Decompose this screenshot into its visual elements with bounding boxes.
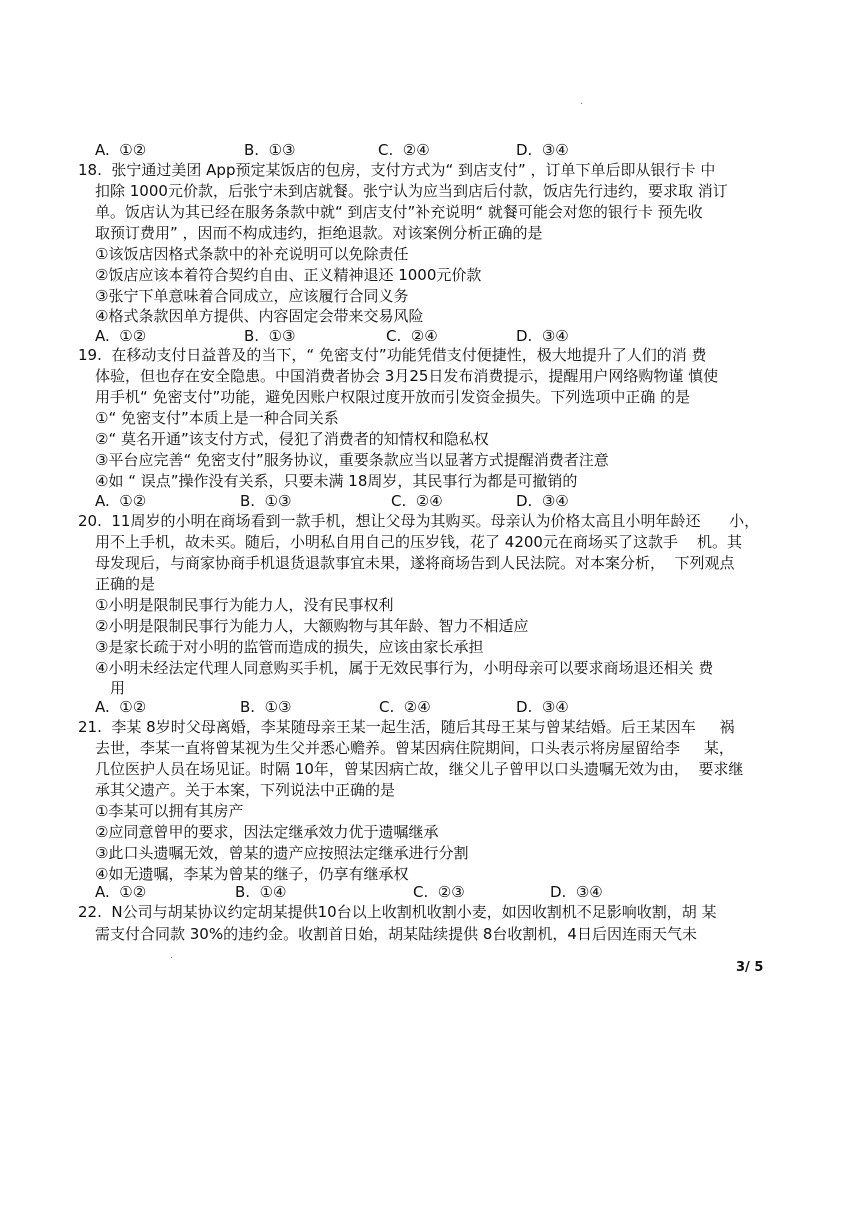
page-number: 3/ 5	[736, 960, 764, 975]
q20-choice-4: ④小明未经法定代理人同意购买手机，属于无效民事行为，小明母亲可以要求商场退还相关 费	[95, 659, 714, 677]
q18-choice-3: ③张宁下单意味着合同成立，应该履行合同义务	[95, 287, 409, 305]
q20-option-d: D. ③④	[516, 698, 569, 716]
q19-stem-line-1: 19. 在移动支付日益普及的当下，“ 免密支付”功能凭借支付便捷性，极大地提升了人们的消 费	[78, 346, 707, 364]
q18-option-b: B. ①③	[244, 327, 296, 345]
q18-stem-line-2: 扣除 1000元价款，后张宁未到店就餐。张宁认为应当到店后付款，饭店先行违约，要求取 消订	[95, 182, 728, 200]
q18-option-d: D. ③④	[516, 327, 569, 345]
q21-option-b: B. ①④	[235, 883, 287, 901]
q17-option-a: A. ①②	[95, 141, 147, 159]
q19-option-a: A. ①②	[95, 492, 147, 510]
q21-choice-2: ②应同意曾甲的要求，因法定继承效力优于遗嘱继承	[95, 823, 439, 841]
q21-stem-line-4: 承其父遗产。关于本案，下列说法中正确的是	[95, 781, 396, 799]
q18-choice-2: ②饭店应该本着符合契约自由、正义精神退还 1000元价款	[95, 266, 482, 284]
q22-stem-line-1: 22. N公司与胡某协议约定胡某提供10台以上收割机收割小麦，如因收割机不足影响收割，胡 某	[78, 903, 717, 921]
q19-choice-2: ②“ 莫名开通”该支付方式，侵犯了消费者的知情权和隐私权	[95, 430, 489, 448]
q17-option-b: B. ①③	[244, 141, 296, 159]
q18-option-c: C. ②④	[386, 327, 438, 345]
q21-option-a: A. ①②	[95, 883, 147, 901]
q21-option-d: D. ③④	[550, 883, 603, 901]
q17-option-d: D. ③④	[516, 141, 569, 159]
q20-stem-line-1: 20. 11周岁的小明在商场看到一款手机，想让父母为其购买。母亲认为价格太高且小明年龄还 小，	[78, 512, 760, 530]
q21-choice-3: ③此口头遗嘱无效，曾某的遗产应按照法定继承进行分割	[95, 844, 469, 862]
q19-stem-line-2: 体验，但也存在安全隐患。中国消费者协会 3月25日发布消费提示，提醒用户网络购物谨 慎使	[95, 367, 719, 385]
q20-choice-1: ①小明是限制民事行为能力人，没有民事权利	[95, 596, 394, 614]
q21-stem-line-3: 几位医护人员在场见证。时隔 10年，曾某因病亡故，继父儿子曾甲以口头遗嘱无效为由， 要求继	[95, 760, 744, 778]
q20-choice-3: ③是家长疏于对小明的监管而造成的损失，应该由家长承担	[95, 638, 484, 656]
q19-option-d: D. ③④	[516, 492, 569, 510]
q20-stem-line-2: 用不上手机，故未买。随后，小明私自用自己的压岁钱，花了 4200元在商场买了这款手 机。其	[95, 533, 743, 551]
q18-stem-line-3: 单。饭店认为其已经在服务条款中就“ 到店支付”补充说明“ 就餐可能会对您的银行卡 预先收	[95, 203, 703, 221]
q20-option-c: C. ②④	[379, 698, 431, 716]
q22-stem-line-2: 需支付合同款 30%的违约金。收割首日始，胡某陆续提供 8台收割机，4日后因连雨天气未	[95, 925, 697, 943]
q18-stem-line-1: 18. 张宁通过美团 App预定某饭店的包房，支付方式为“ 到店支付” ，订单下单后即从银行卡 中	[78, 161, 716, 179]
scan-mark-bottom: .	[170, 950, 174, 961]
q18-choice-1: ①该饭店因格式条款中的补充说明可以免除责任	[95, 245, 409, 263]
q19-choice-3: ③平台应完善“ 免密支付”服务协议，重要条款应当以显著方式提醒消费者注意	[95, 451, 609, 469]
q21-choice-1: ①李某可以拥有其房产	[95, 802, 244, 820]
q19-choice-1: ①“ 免密支付”本质上是一种合同关系	[95, 409, 339, 427]
q19-stem-line-3: 用手机“ 免密支付”功能，避免因账户权限过度开放而引发资金损失。下列选项中正确 的是	[95, 388, 691, 406]
q19-option-c: C. ②④	[391, 492, 443, 510]
q21-option-c: C. ②③	[413, 883, 465, 901]
q20-option-a: A. ①②	[95, 698, 147, 716]
q20-choice-2: ②小明是限制民事行为能力人，大额购物与其年龄、智力不相适应	[95, 617, 529, 635]
q19-choice-4: ④如 “ 误点”操作没有关系，只要未满 18周岁，其民事行为都是可撤销的	[95, 472, 578, 490]
q20-stem-line-3: 母发现后，与商家协商手机退货退款事宜未果，遂将商场告到人民法院。对本案分析， 下列观点	[95, 554, 735, 572]
q20-choice-4-cont: 用	[110, 679, 126, 697]
q21-stem-line-2: 去世，李某一直将曾某视为生父并悉心赡养。曾某因病住院期间，口头表示将房屋留给李 某，	[95, 739, 734, 757]
q17-option-c: C. ②④	[378, 141, 430, 159]
q21-stem-line-1: 21. 李某 8岁时父母离婚，李某随母亲王某一起生活，随后其母王某与曾某结婚。后王某因车 祸	[78, 718, 735, 736]
q21-choice-4: ④如无遗嘱，李某为曾某的继子，仍享有继承权	[95, 865, 409, 883]
q18-option-a: A. ①②	[95, 327, 147, 345]
q18-stem-line-4: 取预订费用” ，因而不构成违约，拒绝退款。对该案例分析正确的是	[95, 224, 543, 242]
q20-option-b: B. ①③	[240, 698, 292, 716]
scan-mark-top: .	[580, 96, 584, 107]
q18-choice-4: ④格式条款因单方提供、内容固定会带来交易风险	[95, 307, 424, 325]
q19-option-b: B. ①③	[240, 492, 292, 510]
q20-stem-line-4: 正确的是	[95, 575, 156, 593]
